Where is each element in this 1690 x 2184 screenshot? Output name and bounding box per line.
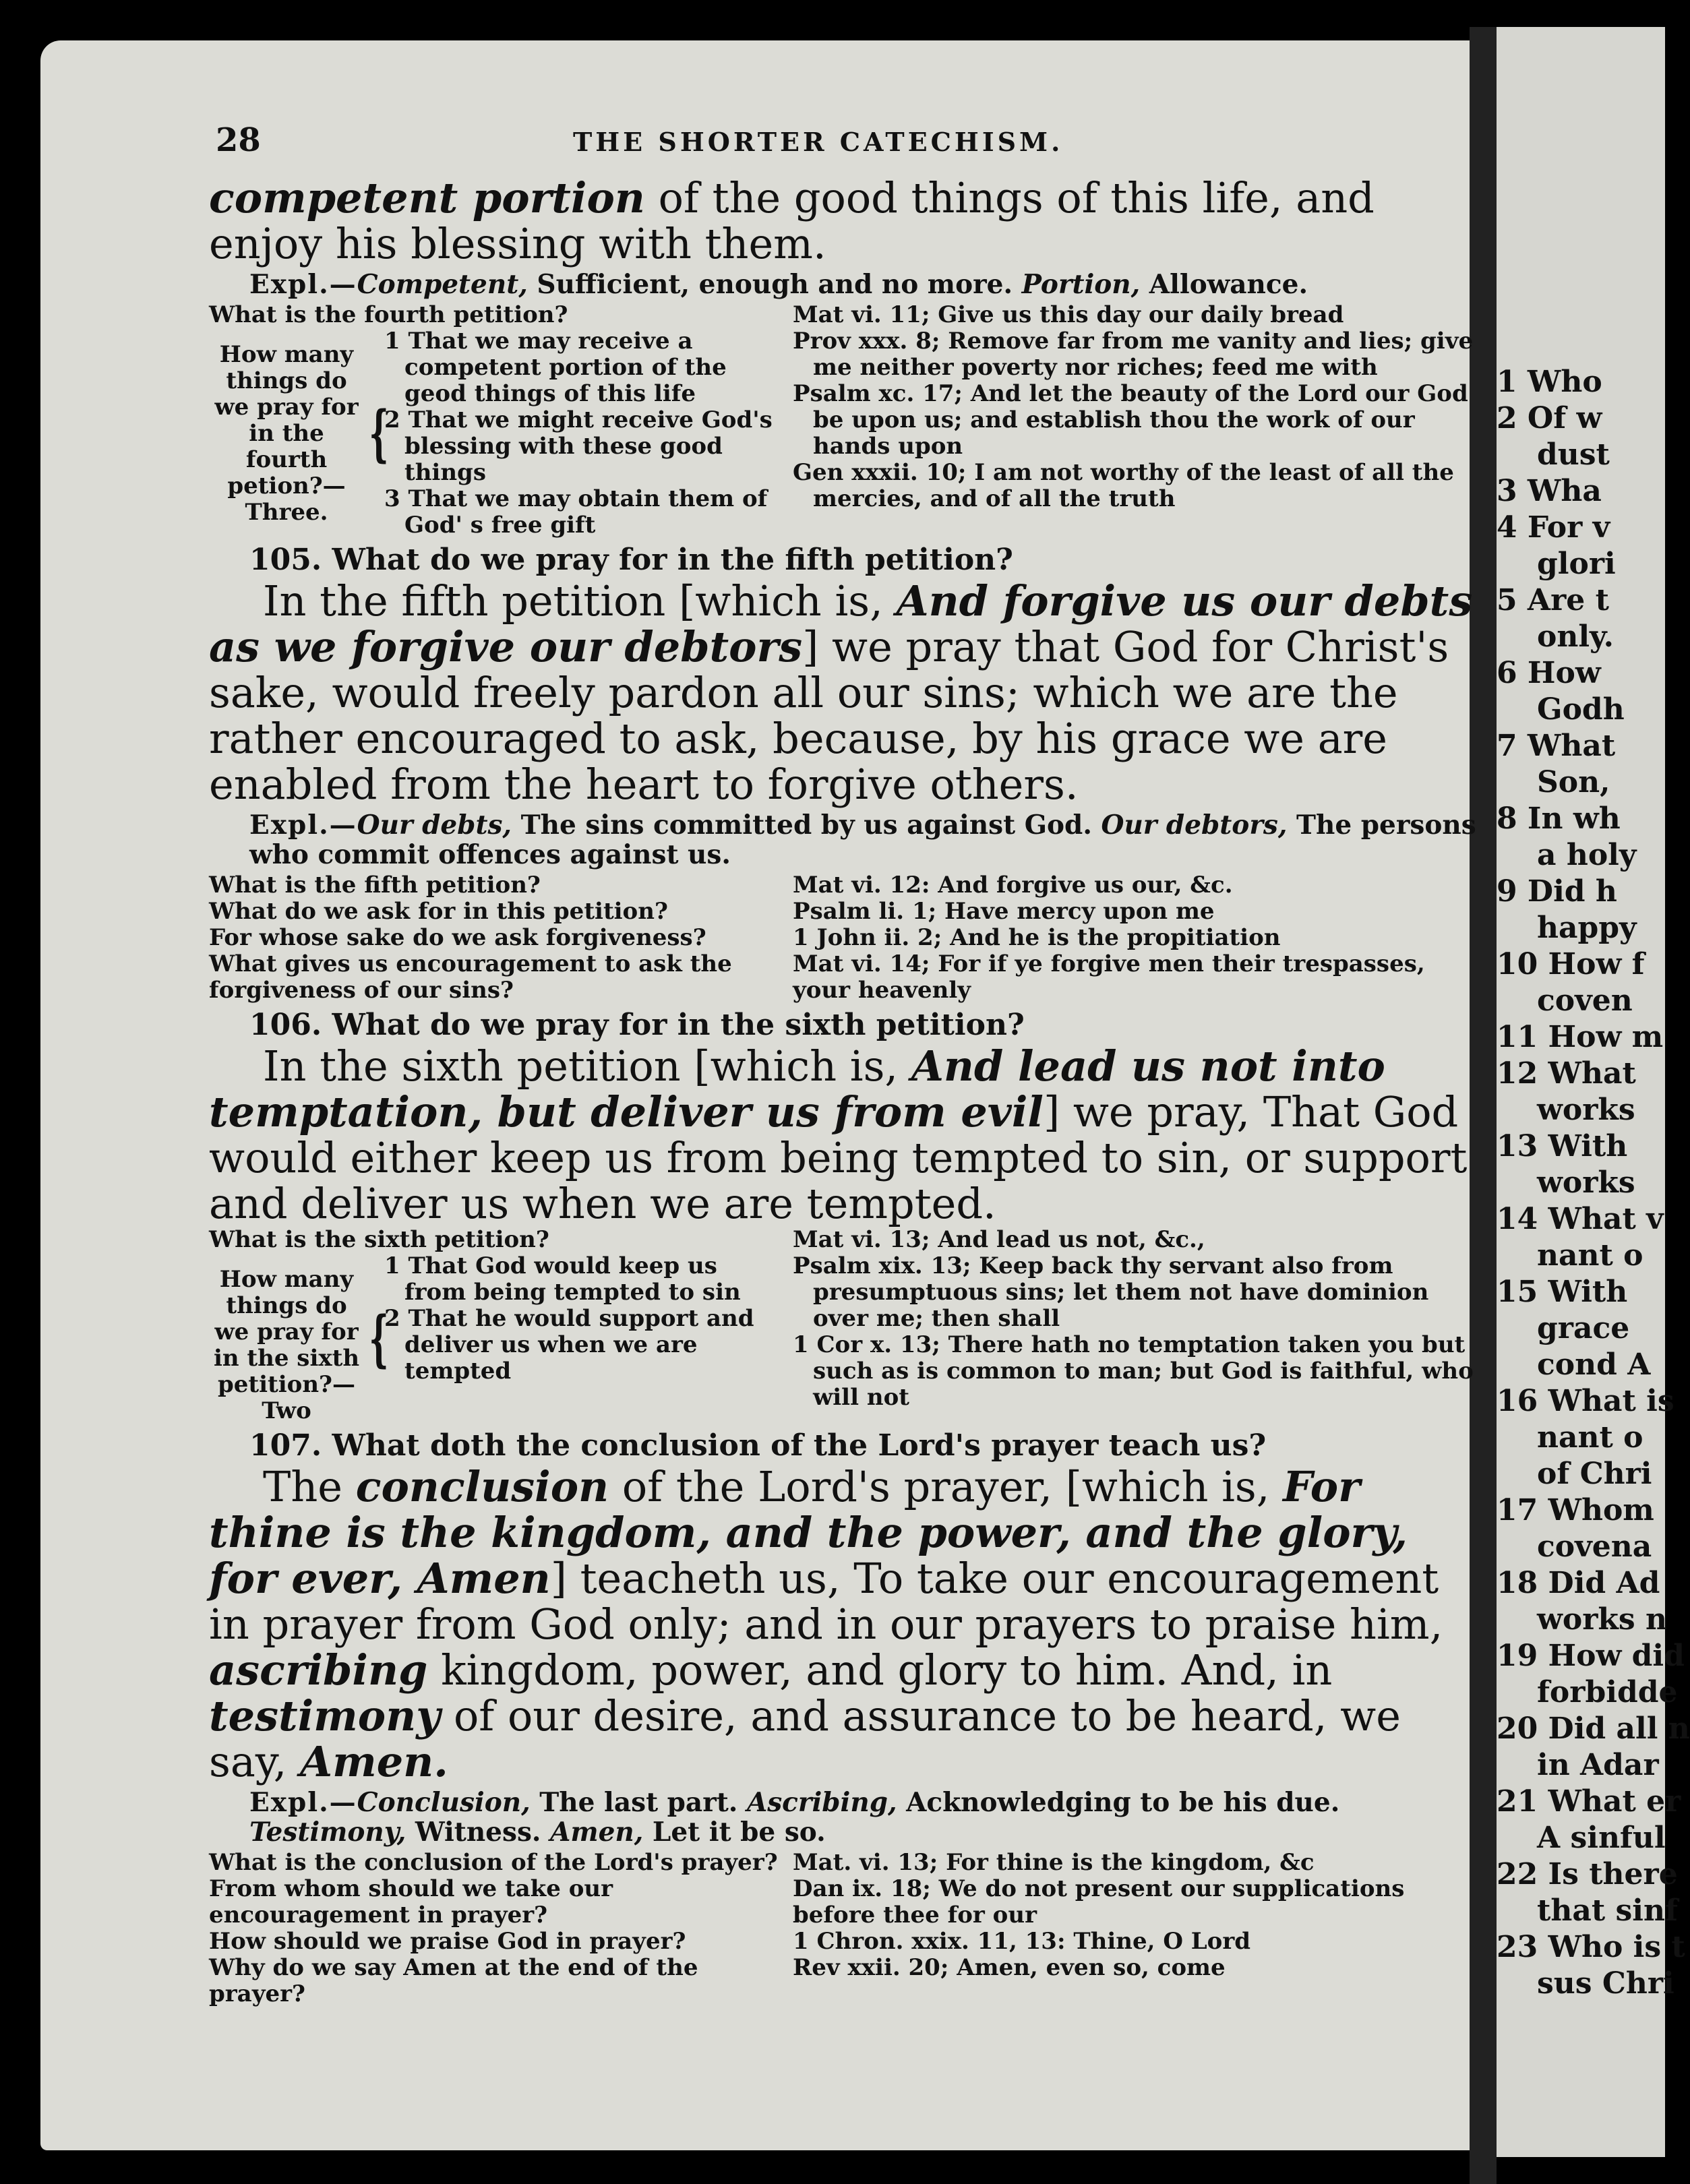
right-page-line: 1 Who [1497,365,1602,399]
answer-text: of the Lord's prayer, [which is, [609,1462,1284,1511]
answer-italic: conclusion [355,1462,609,1511]
question-106: 106. What do we pray for in the sixth petition? [249,1008,1025,1042]
scripture-ref: 1 Cor x. 13; There hath no temptation taken you but such as is common to man; but God is faithful, who will not [793,1331,1474,1411]
question-table-sixth [209,1227,1476,1424]
right-page-line: 3 Wha [1497,474,1602,508]
right-page-line: glori [1537,547,1616,581]
sub-question: What is the conclusion of the Lord's prayer? [209,1849,778,1876]
right-page-line: A sinful [1537,1821,1666,1855]
page-number: 28 [216,121,261,159]
sub-question: What is the fourth petition? [209,301,568,328]
expl-def: Witness. [406,1817,551,1848]
running-title: THE SHORTER CATECHISM. [573,127,1064,157]
sub-question: What is the sixth petition? [209,1226,549,1253]
scripture-ref: 1 John ii. 2; And he is the propitiation [793,924,1281,951]
right-page-line: 18 Did Ad [1497,1566,1660,1600]
right-page-line: nant o [1537,1238,1643,1273]
expl-lead: Expl.— [249,810,357,841]
expl-lead: Expl.— [249,1787,357,1818]
expl-def: The persons who commit offences against us. [249,810,1476,870]
right-page-line: works [1537,1165,1635,1200]
expl-term: Portion, [1021,269,1141,300]
answer-106 [209,1043,1476,1227]
expl-lead: Expl.— [249,269,357,300]
expl-term: Competent, [357,269,528,300]
sub-question: What gives us encouragement to ask the forgiveness of our sins? [209,950,732,1004]
right-page-line: cond A [1537,1347,1651,1382]
right-page-line: sus Chri [1537,1966,1674,2001]
right-page-line: nant o [1537,1420,1643,1455]
scripture-ref: Psalm xix. 13; Keep back thy servant also from presumptuous sins; let them not have dominion over me; then shall [793,1252,1429,1332]
right-page-line: covena [1537,1529,1652,1564]
right-page-line: 10 How f [1497,947,1645,981]
right-page-line: a holy [1537,838,1637,872]
explanation-2 [209,810,1476,870]
answer-text: of the good things of this life, and enjoy his blessing with them. [209,173,1375,268]
expl-term: Amen, [550,1817,644,1848]
right-page-line: 23 Who is t [1497,1930,1685,1964]
question-105: 105. What do we pray for in the fifth petition? [249,543,1013,577]
question-107: 107. What doth the conclusion of the Lord's prayer teach us? [249,1428,1267,1463]
right-page-line: 14 What v [1497,1202,1664,1236]
right-page-line: 12 What [1497,1056,1636,1091]
right-page-line: 5 Are t [1497,583,1609,617]
right-page-line: 11 How m [1497,1020,1664,1054]
scripture-ref: Rev xxii. 20; Amen, even so, come [793,1954,1226,1981]
sub-question: Why do we say Amen at the end of the prayer? [209,1954,698,2007]
right-page-line: 17 Whom [1497,1493,1654,1527]
answer-107 [209,1464,1476,1785]
answer-105 [209,578,1476,808]
answer-italic: For thine is the kingdom, and the power, and the glory, for ever, Amen [209,1462,1408,1603]
expl-def: Allowance. [1140,269,1308,300]
expl-def: Acknowledging to be his due. [897,1787,1340,1818]
right-page-line: 19 How did [1497,1639,1685,1673]
scripture-ref: Gen xxxii. 10; I am not worthy of the least of all the mercies, and of all the truth [793,459,1454,512]
expl-term: Testimony, [249,1817,406,1848]
right-page-line: 21 What er [1497,1784,1681,1819]
answer-italic: ascribing [209,1645,428,1695]
scripture-ref: Psalm li. 1; Have mercy upon me [793,898,1215,925]
right-page-line: 7 What [1497,729,1616,763]
scripture-ref: Mat vi. 11; Give us this day our daily bread [793,301,1344,328]
right-page-line: 4 For v [1497,510,1610,545]
list-item: 1 That God would keep us from being tempted to sin [384,1252,741,1306]
answer-text: In the sixth petition [which is, [263,1041,911,1091]
right-page-line: forbidde [1537,1675,1678,1709]
list-item: 2 That he would support and deliver us when we are tempted [384,1305,754,1385]
explanation-3 [209,1788,1476,1847]
scripture-ref: Dan ix. 18; We do not present our supplications before thee for our [793,1875,1405,1929]
right-page-line: 15 With [1497,1275,1628,1309]
answer-italic: competent portion [209,173,645,222]
right-page-line: dust [1537,437,1610,472]
expl-term: Our debtors, [1101,810,1288,841]
sub-question: What is the fifth petition? [209,872,541,899]
scripture-ref: Mat vi. 12: And forgive us our, &c. [793,872,1233,899]
list-item: 3 That we may obtain them of God' s free gift [384,485,768,539]
question-table-conclusion [209,1850,1476,2007]
right-page [1497,27,1690,2157]
page-header [209,121,1476,175]
right-page-line: Godh [1537,692,1625,727]
right-page-line: 8 In wh [1497,801,1621,836]
right-page-question-list [1497,364,1690,2002]
right-page-line: 13 With [1497,1129,1628,1163]
group-label: How many things do we pray for in the sixth petition?—Two [213,1266,360,1424]
expl-term: Ascribing, [746,1787,897,1818]
answer-italic: testimony [209,1691,441,1740]
answer-italic: Amen. [300,1737,448,1786]
continued-answer [209,175,1476,267]
answer-text: ] we pray that God for Christ's sake, would freely pardon all our sins; which we are the rather encouraged to ask, because, by his grace we are enabled from the heart to forgive others. [209,622,1449,809]
question-table-fifth [209,872,1476,1004]
right-page-line: of Chri [1537,1457,1652,1491]
sub-question: From whom should we take our encouragement in prayer? [209,1875,613,1929]
expl-def: The sins committed by us against God. [512,810,1101,841]
right-page-line: Son, [1537,765,1610,799]
scripture-ref: Prov xxx. 8; Remove far from me vanity and lies; give me neither poverty nor riches; feed me with [793,328,1474,381]
question-table-fourth [209,302,1476,539]
scripture-ref: Mat vi. 14; For if ye forgive men their trespasses, your heavenly [793,950,1425,1004]
expl-def: The last part. [530,1787,747,1818]
scripture-ref: Psalm xc. 17; And let the beauty of the Lord our God be upon us; and establish thou the work of our hands upon [793,380,1468,460]
right-page-line: 16 What is [1497,1384,1674,1418]
group-label: How many things do we pray for in the fourth petion?—Three. [214,341,359,526]
sub-question: What do we ask for in this petition? [209,898,668,925]
answer-text: kingdom, power, and glory to him. And, in [427,1645,1333,1695]
answer-italic: And forgive us our debts as we forgive our debtors [209,576,1473,671]
brace: { [369,398,389,469]
explanation-1 [209,270,1476,299]
expl-term: Our debts, [357,810,512,841]
scripture-ref: Mat. vi. 13; For thine is the kingdom, &c [793,1849,1315,1876]
right-page-line: coven [1537,983,1633,1018]
right-page-line: 2 Of w [1497,401,1602,435]
right-page-line: that sinf [1537,1893,1678,1928]
right-page-line: 6 How [1497,656,1601,690]
answer-text: ] we pray, That God would either keep us from being tempted to sin, or support and deliver us when we are tempted. [209,1087,1468,1228]
expl-def: Sufficient, enough and no more. [527,269,1022,300]
right-page-line: only. [1537,619,1614,654]
right-page-line: 9 Did h [1497,874,1617,909]
brace: { [369,1303,389,1374]
right-page-line: works n [1537,1602,1667,1637]
right-page-line: works [1537,1093,1635,1127]
right-page-line: 20 Did all n [1497,1711,1690,1746]
right-page-line: 22 Is there [1497,1857,1678,1891]
answer-text: ] teacheth us, To take our encouragement in prayer from God only; and in our prayers to praise him, [209,1554,1443,1649]
sub-question: How should we praise God in prayer? [209,1928,686,1955]
answer-text: In the fifth petition [which is, [263,576,897,626]
page-content [209,121,1476,2007]
answer-italic: And lead us not into temptation, but deliver us from evil [209,1041,1385,1136]
scripture-ref: Mat vi. 13; And lead us not, &c., [793,1226,1205,1253]
expl-term: Conclusion, [357,1787,531,1818]
list-item: 2 That we might receive God's blessing with these good things [384,406,773,486]
sub-question: For whose sake do we ask forgiveness? [209,924,706,951]
answer-text: The [263,1462,356,1511]
answer-text: of our desire, and assurance to be heard, we say, [209,1691,1401,1786]
expl-def: Let it be so. [643,1817,826,1848]
right-page-line: in Adar [1537,1748,1659,1782]
list-item: 1 That we may receive a competent portion of the geod things of this life [384,328,727,407]
right-page-line: happy [1537,911,1637,945]
right-page-line: grace [1537,1311,1630,1345]
scripture-ref: 1 Chron. xxix. 11, 13: Thine, O Lord [793,1928,1251,1955]
